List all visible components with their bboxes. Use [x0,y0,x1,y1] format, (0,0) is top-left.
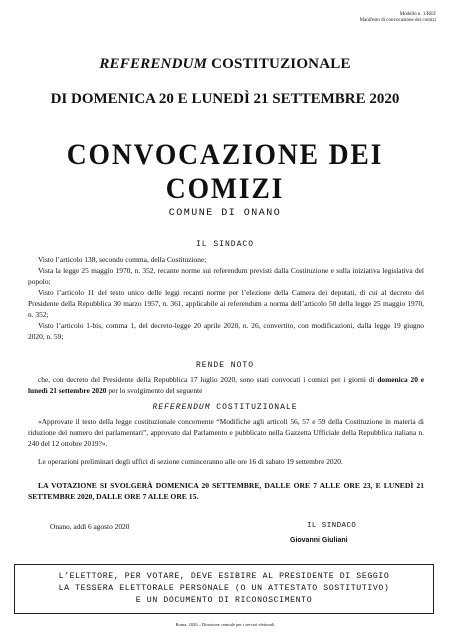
referendum-sub-word: REFERENDUM [152,403,211,412]
votazione-text: LA VOTAZIONE SI SVOLGERÀ DOMENICA 20 SETTEMBRE, DALLE ORE 7 ALLE ORE 23, E LUNEDÌ 21 SETTEMBRE 2020, DALLE ORE 7 ALLE ORE 15. [28,481,424,501]
visto-paragraph: Vista la legge 25 maggio 1970, n. 352, recante norme sui referendum previsti dalla Costituzione e sulla iniziativa legislativa del popolo; [28,266,424,286]
notice-line: LA TESSERA ELETTORALE PERSONALE (O UN ATTESTATO SOSTITUTIVO) [58,584,390,593]
notice-line: L’ELETTORE, PER VOTARE, DEVE ESIBIRE AL PRESIDENTE DI SEGGIO [58,572,390,581]
footer-credit: Roma, 2020 – Direzione centrale per i servizi elettorali [175,622,275,627]
referendum-word: REFERENDUM [99,56,208,72]
votazione-block [28,480,424,502]
convocazione-dates: domenica 20 e lunedì 21 settembre 2020 [28,375,425,395]
modello-description: Manifesto di convocazione dei comizi [359,18,436,23]
main-title: CONVOCAZIONE DEI COMIZI [66,138,384,205]
notice-line: E UN DOCUMENTO DI RICONOSCIMENTO [135,596,313,605]
quesito-text: «Approvate il testo della legge costituzionale concernente “Modifiche agli articoli 56, 57 e 59 della Costituzione in materia di riduzione del numero dei parlamentari”, approvato dal Parlamento e pubblicato nella Gazzetta Ufficiale della Repubblica italiana n. 240 del 12 ottobre 2019?». [28,417,424,448]
visto-paragraph: Visto l’articolo 1-bis, comma 1, del decreto-legge 20 aprile 2020, n. 26, convertito, con modificazioni, dalla legge 19 giugno 2020, n. 59; [28,321,424,341]
quesito-block [28,416,424,449]
sindaco-heading: IL SINDACO [195,240,254,249]
operazioni-text: Le operazioni preliminari degli uffici di sezione cominceranno alle ore 16 di sabato 19 settembre 2020. [38,457,343,466]
comune-name: COMUNE DI ONANO [168,208,282,219]
costituzionale-word: COSTITUZIONALE [207,56,351,72]
referendum-subheading [0,403,450,412]
date-title: DI DOMENICA 20 E LUNEDÌ 21 SETTEMBRE 2020 [50,91,400,107]
convocazione-paragraph [28,374,424,396]
signature-title: IL SINDACO [307,522,357,530]
convocazione-text: che, con decreto del Presidente della Repubblica 17 luglio 2020, sono stati convocati i comizi per i giorni di [38,375,378,384]
visto-block [28,254,424,342]
operazioni-block [28,456,424,467]
modello-number: Modello n. 1/REF [399,12,436,17]
visto-paragraph: Visto l’articolo 11 del testo unico delle leggi recanti norme per l’elezione della Camera dei deputati, di cui al decreto del Presidente della Repubblica 30 marzo 1957, n. 361, applicabile ai referendum a norma dell’articolo 50 della legge 25 maggio 1970, n. 352; [28,288,424,319]
signature-name: Giovanni Giuliani [290,537,348,544]
modello-label [360,12,436,24]
visto-paragraph: Visto l’articolo 138, secondo comma, della Costituzione; [38,255,207,264]
place-date: Onano, addì 6 agosto 2020 [50,522,130,531]
rende-noto-heading: RENDE NOTO [195,361,254,370]
referendum-sub-rest: COSTITUZIONALE [210,403,298,412]
voter-notice-box [14,564,434,614]
referendum-title [0,56,450,73]
convocazione-tail: per lo svolgimento del seguente [106,386,203,395]
